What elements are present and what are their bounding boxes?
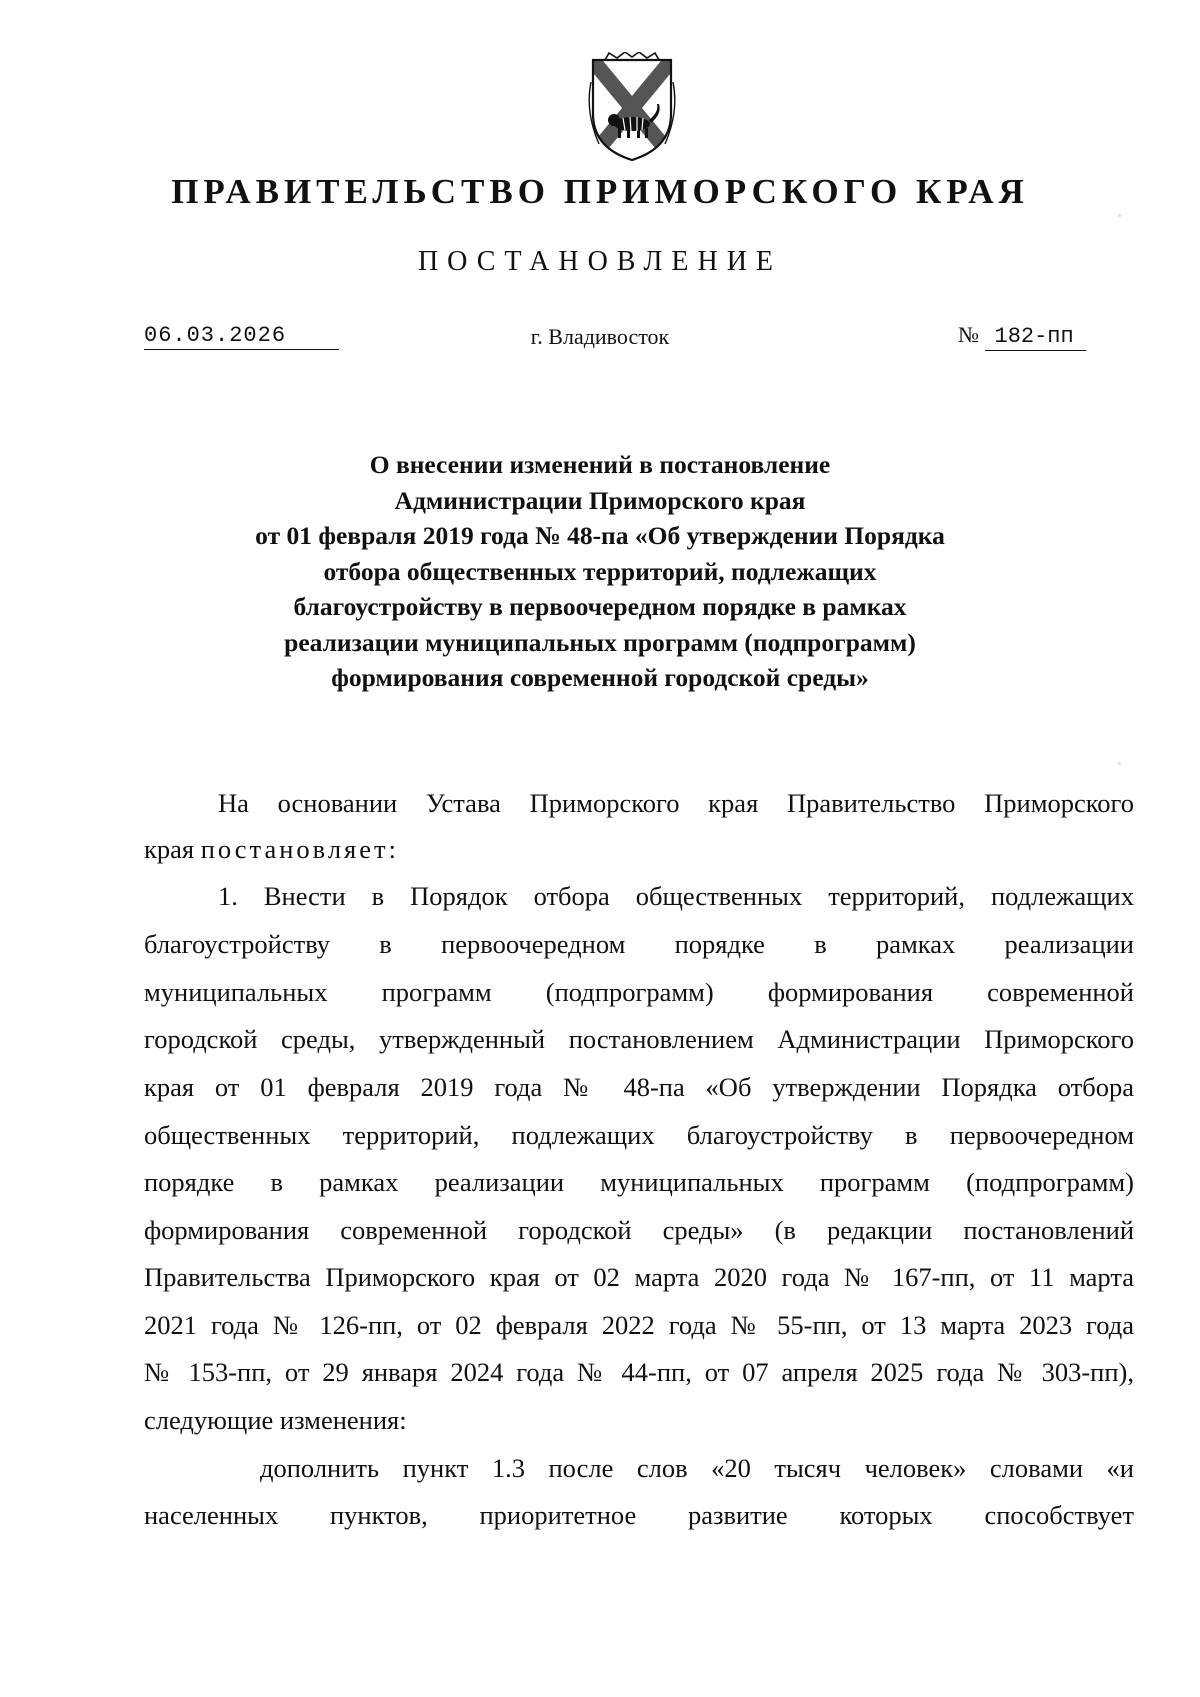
item1-line: 2021 года № 126-пп, от 02 февраля 2022 года № 55-пп, от 13 марта 2023 года (144, 1310, 1134, 1340)
preamble-line (144, 834, 1134, 865)
item1-line: муниципальных программ (подпрограмм) формирования современной (144, 977, 1134, 1007)
document-type: ПОСТАНОВЛЕНИЕ (417, 246, 783, 277)
item1-line: порядке в рамках реализации муниципальных программ (подпрограмм) (144, 1167, 1134, 1197)
coat-of-arms-emblem (585, 52, 679, 164)
document-number-field (958, 322, 1086, 351)
subject-line: благоустройству в первоочередном порядке в рамках (293, 592, 907, 621)
resolution-word: постановляет: (200, 834, 399, 864)
preamble-line: На основании Устава Приморского края Правительство Приморского (218, 788, 1134, 818)
document-number: 182-пп (985, 324, 1086, 351)
item1-line: общественных территорий, подлежащих благоустройству в первоочередном (144, 1120, 1134, 1150)
government-title: ПРАВИТЕЛЬСТВО ПРИМОРСКОГО КРАЯ (171, 172, 1029, 211)
amendment-line: дополнить пункт 1.3 после слов «20 тысяч человек» словами «и (260, 1453, 1134, 1483)
item1-line: следующие изменения: (144, 1405, 407, 1435)
item1-line: № 153-пп, от 29 января 2024 года № 44-пп, от 07 апреля 2025 года № 303-пп), (144, 1357, 1134, 1387)
item1-line: края от 01 февраля 2019 года № 48-па «Об утверждении Порядка отбора (144, 1072, 1134, 1102)
number-sign: № (958, 322, 979, 347)
item1-line: благоустройству в первоочередном порядке в рамках реализации (144, 929, 1134, 959)
scan-speck (1118, 214, 1121, 217)
subject-line: от 01 февраля 2019 года № 48-па «Об утверждении Порядка (255, 521, 945, 550)
subject-line: отбора общественных территорий, подлежащих (323, 556, 877, 586)
document-date: 06.03.2026 (144, 323, 339, 350)
document-city: г. Владивосток (530, 324, 670, 349)
subject-line: реализации муниципальных программ (подпрограмм) (284, 627, 916, 657)
item1-line: формирования современной городской среды» (в редакции постановлений (144, 1215, 1134, 1245)
preamble-word: края (144, 834, 195, 864)
scan-speck (1118, 762, 1121, 765)
subject-line: Администрации Приморского края (394, 485, 806, 515)
document-subject (180, 447, 1020, 696)
item1-line: городской среды, утвержденный постановлением Администрации Приморского (144, 1024, 1134, 1054)
item1-line: 1. Внести в Порядок отбора общественных территорий, подлежащих (218, 881, 1134, 911)
item1-line: Правительства Приморского края от 02 марта 2020 года № 167-пп, от 11 марта (144, 1262, 1134, 1292)
amendment-line: населенных пунктов, приоритетное развитие которых способствует (144, 1500, 1134, 1530)
subject-line: формирования современной городской среды» (331, 663, 869, 692)
subject-line: О внесении изменений в постановление (369, 450, 831, 479)
